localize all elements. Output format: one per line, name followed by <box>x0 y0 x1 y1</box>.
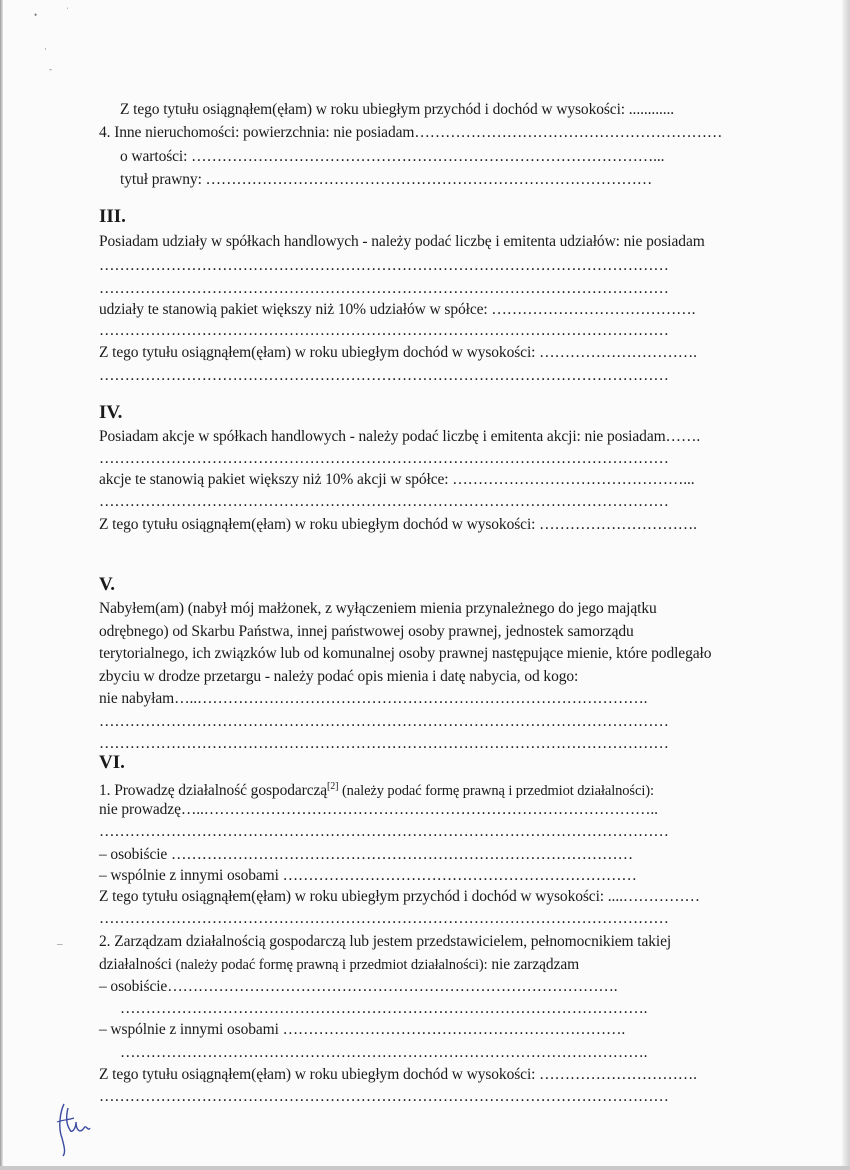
scan-bottom-edge <box>0 1166 850 1170</box>
scan-speck: ˈ <box>66 6 69 16</box>
dotted-line: ………………………………………………………………………………………………… <box>99 910 669 927</box>
dotted-line: ………………………………………………………………………………………………… <box>99 280 669 297</box>
stocks-package-line: akcje te stanowią pakiet większy niż 10% akcji w spółce: ………………………………………... <box>99 471 695 488</box>
management-instruction: (należy podać formę prawną i przedmiot działalności): <box>175 957 488 973</box>
personally-line: – osobiście ……………………………………………………………………………… <box>99 846 633 863</box>
business-activity-line <box>99 778 654 800</box>
management-instruction-line <box>99 956 579 974</box>
business-activity-answer: nie prowadzę…..…………………………………………………………………………….. <box>99 801 658 818</box>
value-line: o wartości: ………………………………………………………………………………... <box>120 148 665 165</box>
dotted-line: ………………………………………………………………………………………………… <box>99 257 669 274</box>
business-activity-text: 1. Prowadzę działalność gospodarczą <box>99 782 328 799</box>
scan-left-edge <box>0 0 3 1170</box>
shares-statement: Posiadam udziały w spółkach handlowych - należy podać liczbę i emitenta udziałów: nie posiadam <box>99 233 705 250</box>
business-activity-instruction: (należy podać formę prawną i przedmiot działalności): <box>338 783 654 799</box>
dotted-line: ………………………………………………………………………………………………… <box>99 1088 669 1105</box>
management-text: działalności <box>99 956 176 973</box>
dotted-line: ………………………………………………………………………………………………… <box>99 493 669 510</box>
acquisition-paragraph-line: zbyciu w drodze przetargu - należy podać opis mienia i datę nabycia, od kogo: <box>99 668 579 685</box>
section-heading-iii: III. <box>99 206 126 227</box>
handwritten-initials <box>54 1098 94 1158</box>
dotted-line: …………………………………………………………………………………………. <box>120 1044 648 1061</box>
section-heading-vi: VI. <box>99 752 125 773</box>
dotted-line: ………………………………………………………………………………………………… <box>99 450 669 467</box>
stocks-income-line: Z tego tytułu osiągnąłem(ęłam) w roku ubiegłym dochód w wysokości: …………………………. <box>99 516 697 533</box>
dotted-line: ………………………………………………………………………………………………… <box>99 823 669 840</box>
personally-line: – osobiście……………………………………………………………………………. <box>99 978 618 995</box>
section-heading-iv: IV. <box>99 402 123 423</box>
legal-title-line: tytuł prawny: …………………………………………………………………………… <box>120 171 653 188</box>
management-line: 2. Zarządzam działalnością gospodarczą lub jestem przedstawicielem, pełnomocnikiem takiej <box>99 933 672 950</box>
acquisition-paragraph-line: Nabyłem(am) (nabył mój małżonek, z wyłączeniem mienia przynależnego do jego majątku <box>99 600 657 617</box>
scan-right-edge <box>842 0 850 1170</box>
section-heading-v: V. <box>99 574 116 595</box>
shares-package-line: udziały te stanowią pakiet większy niż 10% udziałów w spółce: …………………………………. <box>99 301 696 318</box>
footnote-reference: [2] <box>327 781 339 792</box>
income-line-real-estate: Z tego tytułu osiągnąłem(ęłam) w roku ubiegłym przychód i dochód w wysokości: ............ <box>120 101 675 118</box>
business-income-line: Z tego tytułu osiągnąłem(ęłam) w roku ubiegłym przychód i dochód w wysokości: ....…………… <box>99 888 700 905</box>
management-income-line: Z tego tytułu osiągnąłem(ęłam) w roku ubiegłym dochód w wysokości: …………………………. <box>99 1066 697 1083</box>
scan-speck: - <box>49 64 52 74</box>
jointly-line: – wspólnie z innymi osobami …………………………………………………………. <box>99 1021 626 1038</box>
management-answer: nie zarządzam <box>487 956 580 973</box>
shares-income-line: Z tego tytułu osiągnąłem(ęłam) w roku ubiegłym dochód w wysokości: …………………………. <box>99 344 697 361</box>
acquisition-paragraph-line: terytorialnego, ich związków lub od komunalnej osoby prawnej następujące mienie, które podlegało <box>99 645 712 662</box>
scan-speck: · <box>44 44 47 54</box>
dotted-line: ………………………………………………………………………………………………… <box>99 322 669 339</box>
dotted-line: …………………………………………………………………………………………. <box>120 1000 648 1017</box>
dotted-line: ………………………………………………………………………………………………… <box>99 713 669 730</box>
dotted-line: ………………………………………………………………………………………………… <box>99 367 669 384</box>
jointly-line: – wspólnie z innymi osobami …………………………………………………………… <box>99 867 637 884</box>
stocks-statement: Posiadam akcje w spółkach handlowych - należy podać liczbę i emitenta akcji: nie posiadam……. <box>99 428 701 445</box>
other-real-estate-line: 4. Inne nieruchomości: powierzchnia: nie posiadam…………………………………………………… <box>99 124 723 141</box>
acquisition-answer-line: nie nabyłam…..……………………………………………………………………………. <box>99 690 648 707</box>
acquisition-paragraph-line: odrębnego) od Skarbu Państwa, innej państwowej osoby prawnej, jednostek samorządu <box>99 623 634 640</box>
scan-speck: • <box>34 10 38 20</box>
scan-speck: – <box>57 938 63 950</box>
dotted-line: ………………………………………………………………………………………………… <box>99 735 669 752</box>
